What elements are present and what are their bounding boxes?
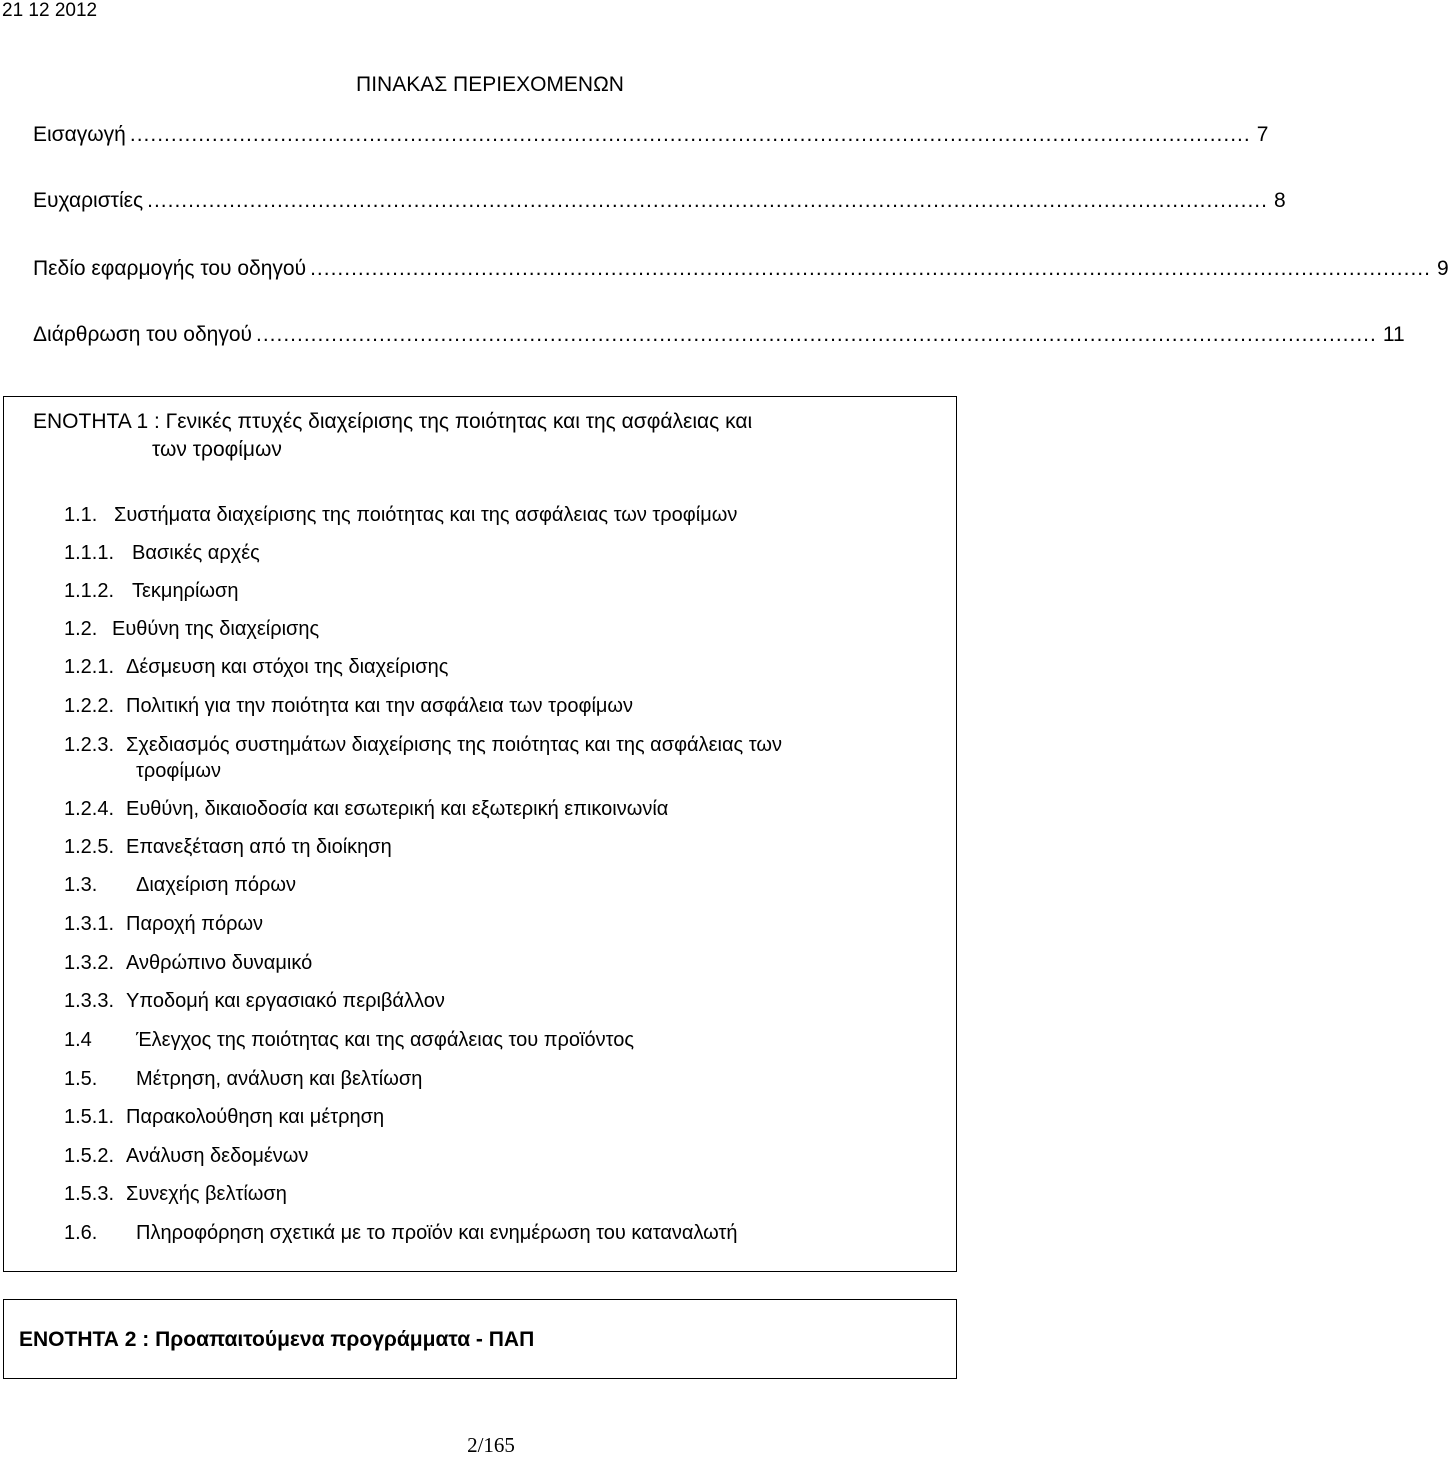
toc-subentry-text: Πληροφόρηση σχετικά με το προϊόν και ενημέρωση του καταναλωτή	[136, 1222, 738, 1244]
toc-subentry-text: Συστήματα διαχείρισης της ποιότητας και της ασφάλειας των τροφίμων	[114, 504, 738, 526]
toc-entry-page: 8	[1273, 189, 1286, 212]
toc-subentry-text: Πολιτική για την ποιότητα και την ασφάλεια των τροφίμων	[126, 695, 634, 717]
toc-leader-dots: ....................................................................................................................................................................	[129, 123, 1251, 146]
toc-subentry-number: 1.2.3.	[64, 734, 115, 756]
toc-subentry-number: 1.2.4.	[64, 798, 115, 820]
toc-subentry-text: Σχεδιασμός συστημάτων διαχείρισης της ποιότητας και της ασφάλειας των	[126, 734, 782, 756]
toc-entry-acknowledgements[interactable]	[33, 188, 1286, 214]
toc-subentry-number: 1.1.	[64, 504, 98, 526]
toc-entry-introduction[interactable]	[33, 122, 1269, 148]
toc-subentry-number: 1.5.3.	[64, 1183, 115, 1205]
toc-subentry-number: 1.2.5.	[64, 836, 115, 858]
toc-entry-structure[interactable]	[33, 322, 1405, 348]
toc-entry-label: Εισαγωγή	[33, 123, 126, 146]
toc-subentry-number: 1.4	[64, 1029, 92, 1051]
toc-subentry-number: 1.2.1.	[64, 656, 115, 678]
toc-subentry-number: 1.3.1.	[64, 913, 115, 935]
toc-subentry-text: Τεκμηρίωση	[132, 580, 239, 602]
toc-subentry-number: 1.5.1.	[64, 1106, 115, 1128]
toc-subentry-number: 1.3.3.	[64, 990, 115, 1012]
toc-subentry-number: 1.5.	[64, 1068, 98, 1090]
section2-heading[interactable]: ΕΝΟΤΗΤΑ 2 : Προαπαιτούμενα προγράμματα - ΠΑΠ	[19, 1328, 535, 1351]
toc-subentry-number: 1.5.2.	[64, 1145, 115, 1167]
toc-subentry-number: 1.3.2.	[64, 952, 115, 974]
toc-subentry-text: Ανθρώπινο δυναμικό	[126, 952, 313, 974]
toc-subentry-text-continued: τροφίμων	[136, 760, 221, 782]
toc-subentry-text: Παρακολούθηση και μέτρηση	[126, 1106, 385, 1128]
toc-subentry-text: Διαχείριση πόρων	[136, 874, 296, 896]
toc-subentry-text: Υποδομή και εργασιακό περιβάλλον	[126, 990, 445, 1012]
toc-leader-dots: ....................................................................................................................................................................	[310, 257, 1431, 280]
toc-entry-page: 7	[1256, 123, 1269, 146]
page-number: 2/165	[467, 1433, 515, 1457]
toc-entry-label: Διάρθρωση του οδηγού	[33, 323, 252, 346]
toc-leader-dots: ....................................................................................................................................................................	[147, 189, 1268, 212]
page-title: ΠΙΝΑΚΑΣ ΠΕΡΙΕΧΟΜΕΝΩΝ	[356, 73, 624, 96]
toc-subentry-number: 1.6.	[64, 1222, 98, 1244]
toc-entry-scope[interactable]	[33, 256, 1449, 282]
toc-subentry-text: Παροχή πόρων	[126, 913, 264, 935]
toc-subentry-text: Μέτρηση, ανάλυση και βελτίωση	[136, 1068, 423, 1090]
header-date: 21 12 2012	[2, 0, 98, 21]
section1-heading-line1[interactable]: ΕΝΟΤΗΤΑ 1 : Γενικές πτυχές διαχείρισης της ποιότητας και της ασφάλειας και	[33, 410, 753, 433]
toc-entry-page: 9	[1436, 257, 1449, 280]
section1-heading-line2[interactable]: των τροφίμων	[152, 438, 282, 461]
toc-entry-label: Πεδίο εφαρμογής του οδηγού	[33, 257, 307, 280]
toc-subentry-text: Ευθύνη της διαχείρισης	[112, 618, 320, 640]
toc-subentry-text: Έλεγχος της ποιότητας και της ασφάλειας του προϊόντος	[136, 1029, 634, 1051]
toc-subentry-text: Συνεχής βελτίωση	[126, 1183, 287, 1205]
toc-subentry-text: Βασικές αρχές	[132, 542, 260, 564]
toc-subentry-text: Ανάλυση δεδομένων	[126, 1145, 309, 1167]
toc-entry-label: Ευχαριστίες	[33, 189, 144, 212]
toc-subentry-number: 1.1.1.	[64, 542, 115, 564]
toc-subentry-number: 1.1.2.	[64, 580, 115, 602]
toc-leader-dots: ....................................................................................................................................................................	[255, 323, 1377, 346]
toc-subentry-text: Ευθύνη, δικαιοδοσία και εσωτερική και εξωτερική επικοινωνία	[126, 798, 669, 820]
toc-subentry-number: 1.3.	[64, 874, 98, 896]
toc-subentry-number: 1.2.2.	[64, 695, 115, 717]
toc-entry-page: 11	[1382, 323, 1405, 346]
toc-subentry-text: Δέσμευση και στόχοι της διαχείρισης	[126, 656, 449, 678]
toc-subentry-text: Επανεξέταση από τη διοίκηση	[126, 836, 392, 858]
toc-subentry-number: 1.2.	[64, 618, 98, 640]
